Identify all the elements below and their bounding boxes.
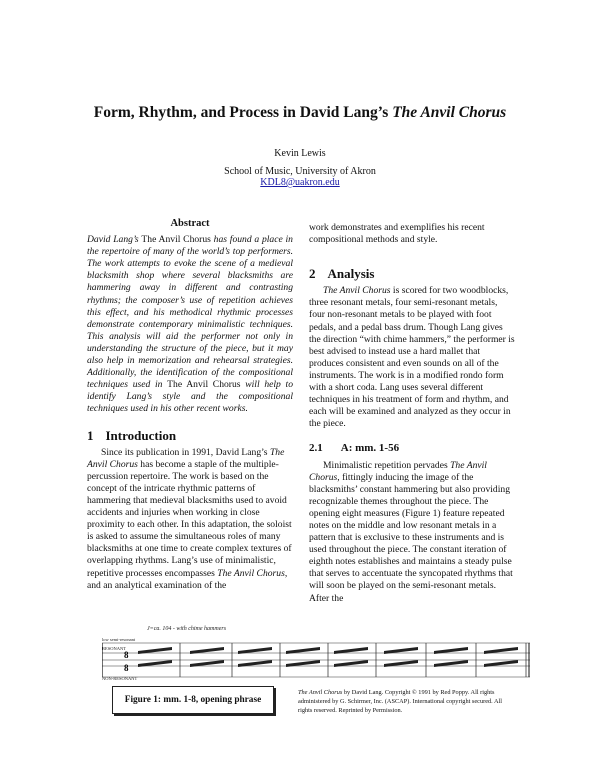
abstract-text-3: will help to identify Lang’s style and the compositional techniques used in his other recent works. bbox=[87, 379, 293, 415]
section-a-text-a: Minimalistic repetition pervades bbox=[323, 459, 451, 471]
score-excerpt-image bbox=[102, 622, 530, 684]
time-signature: 8 bbox=[124, 650, 129, 660]
intro-number: 1 bbox=[87, 427, 94, 443]
score-figure bbox=[102, 622, 530, 684]
affiliation: School of Music, University of Akron bbox=[224, 166, 376, 177]
intro-text-a: Since its publication in 1991, David Lang’s bbox=[101, 446, 270, 458]
tempo-mark: J=ca. 104 - with chime hammers bbox=[147, 626, 227, 632]
intro-text-c: , and an analytical examination of the bbox=[87, 567, 288, 591]
abstract-text-2: has found a place in the repertoire of many of the world’s top performers. The work attempts to evoke the scene of a medieval blacksmith shop where several blacksmiths are hammering away in different and contrasting rhythms; the composer’s use of repetition achieves this effect, and his methodical rhythmic processes demonstrate contemporary minimalistic techniques. This analysis will aid the performer not only in understanding the structure of the piece, but it may also help in memorization and rehearsal strategies. Additionally, the identification of the compositional techniques used in bbox=[87, 234, 293, 391]
author-name: Kevin Lewis bbox=[274, 148, 326, 159]
right-column bbox=[309, 222, 515, 605]
credit-text: by David Lang. Copyright © 1991 by Red Poppy. All rights administered by G. Schirmer, Inc. (ASCAP). International copyright secured. All rights reserved. Reprinted by Permission. bbox=[298, 689, 502, 714]
paper-title bbox=[0, 104, 600, 122]
left-column bbox=[87, 218, 293, 592]
section-a-number: 2.1 bbox=[309, 442, 323, 455]
analysis-number: 2 bbox=[309, 266, 316, 282]
credit-title: The Anvil Chorus bbox=[298, 689, 343, 696]
email-text[interactable]: KDL8@uakron.edu bbox=[260, 177, 340, 188]
intro-title: Introduction bbox=[105, 427, 177, 443]
staff-label-nonresonant: NON-RESONANT bbox=[102, 676, 138, 681]
continued-text: work demonstrates and exemplifies his recent compositional methods and style. bbox=[309, 222, 485, 246]
analysis-heading bbox=[309, 268, 515, 280]
abstract-heading: Abstract bbox=[170, 218, 210, 229]
staff-label-resonant: RESONANT bbox=[102, 646, 127, 651]
title-text: Form, Rhythm, and Process in David Lang’s bbox=[93, 104, 393, 121]
intro-title-ref: The Anvil Chorus bbox=[87, 446, 285, 470]
intro-paragraph bbox=[87, 447, 293, 592]
section-a-paragraph bbox=[309, 460, 515, 605]
section-a-title-ref: The Anvil Chorus bbox=[309, 459, 487, 483]
title-italic: The Anvil Chorus bbox=[392, 104, 507, 121]
analysis-paragraph bbox=[309, 285, 515, 430]
section-a-title: A: mm. 1-56 bbox=[340, 442, 400, 455]
staff-label-low: low semi-resonant bbox=[102, 637, 136, 642]
intro-title-ref-2: The Anvil Chorus bbox=[217, 567, 285, 579]
analysis-title: Analysis bbox=[327, 266, 375, 282]
figure-credit bbox=[298, 689, 516, 715]
section-a-text-b: , fittingly inducing the image of the blacksmiths’ constant hammering but also providing recognizable themes throughout the piece. The opening eight measures (Figure 1) feature repeated notes on the middle and low resonant metals in a pattern that is exclusive to these instruments and is used throughout the piece. The constant iteration of eighth notes establishes and maintains a steady pulse that serves to accentuate the syncopated rhythms that will soon be played on the semi-resonant metals. After the bbox=[309, 471, 513, 604]
intro-text-b: has become a staple of the multiple-percussion repertoire. The work is based on the concept of the intricate rhythmic patterns of hammering that medieval blacksmiths used to avoid accidents and injuries when working in close proximity to each other. In this adaptation, the soloist is asked to assume the simultaneous roles of many blacksmiths at one time to create complex textures of overlapping rhythms. Lang’s use of minimalistic, repetitive processes encompasses bbox=[87, 458, 292, 579]
section-a-heading bbox=[309, 442, 515, 454]
time-signature: 8 bbox=[124, 663, 129, 673]
email-link[interactable] bbox=[0, 177, 600, 188]
abstract-body bbox=[87, 234, 293, 415]
analysis-title-ref: The Anvil Chorus bbox=[323, 285, 391, 297]
analysis-text: is scored for two woodblocks, three resonant metals, four semi-resonant metals, four non-resonant metals to be played with foot pedals, and a pedal bass drum. Though Lang gives the direction “with chime hammers,” the performer is best advised to instead use a hard mallet that produces consistent and even sounds on all of the instruments. The work is in a modified rondo form with a short coda. Lang uses several different techniques in his treatment of form and rhythm, and each will be examined and analyzed as they occur in the piece. bbox=[309, 285, 515, 430]
abstract-text-1: David Lang’s bbox=[87, 234, 142, 246]
intro-heading bbox=[87, 427, 293, 443]
abstract-title-2: The Anvil Chorus bbox=[167, 379, 241, 391]
figure-caption: Figure 1: mm. 1-8, opening phrase bbox=[112, 686, 274, 714]
abstract-title-1: The Anvil Chorus bbox=[141, 234, 211, 246]
